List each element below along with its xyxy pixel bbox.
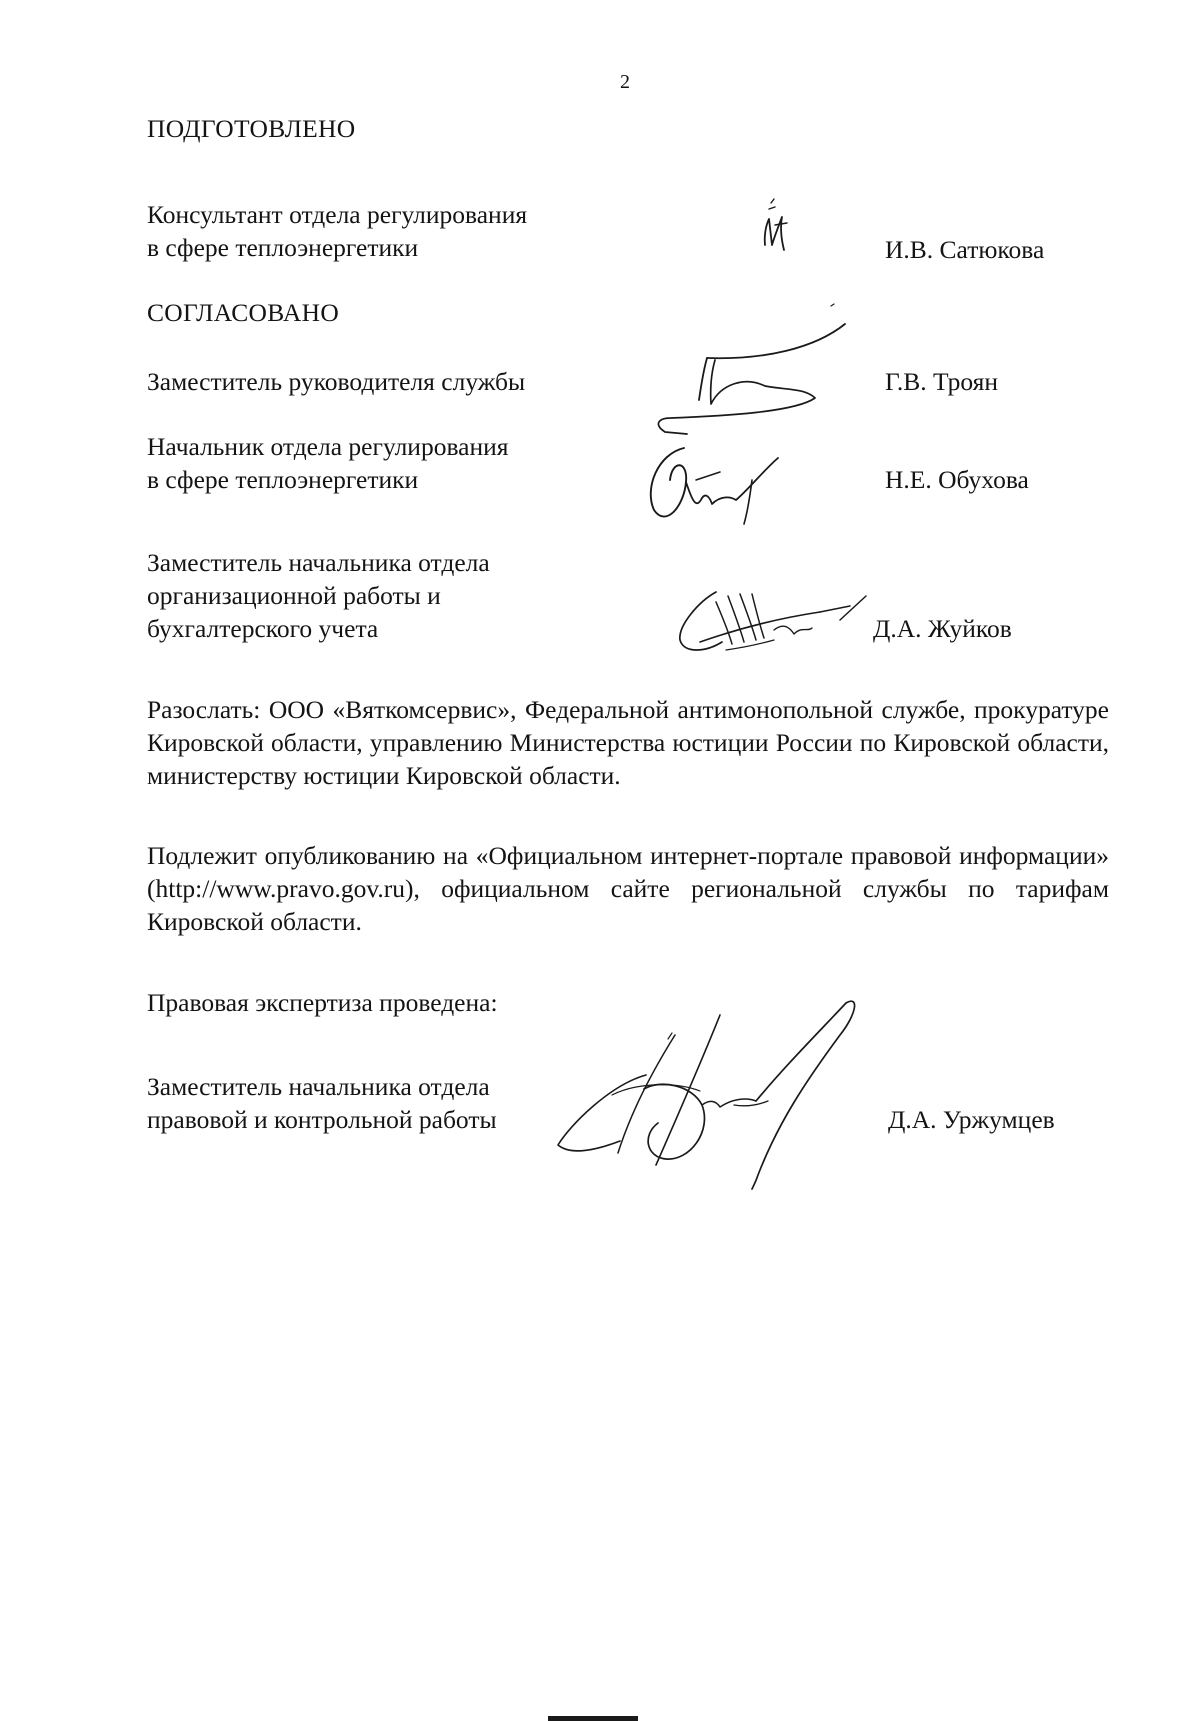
legal-review-signer-name: Д.А. Уржумцев xyxy=(888,1105,1055,1134)
signature-troyan xyxy=(635,300,865,440)
signature-satyukova xyxy=(755,195,805,260)
prepared-heading: ПОДГОТОВЛЕНО xyxy=(147,114,356,143)
agreed-signer-3-position-line-1: Заместитель начальника отдела xyxy=(147,548,490,577)
prepared-signer-name: И.В. Сатюкова xyxy=(885,235,1045,264)
page-number: 2 xyxy=(620,71,630,93)
page-edge-mark xyxy=(548,1716,638,1721)
legal-review-position-line-2: правовой и контрольной работы xyxy=(147,1105,497,1134)
distribution-list: Разослать: ООО «Вяткомсервис», Федеральной антимонопольной службе, прокуратуре Кировской области, управлению Министерства юстиции России по Кировской области, министерству юстиции Кировской области. xyxy=(147,695,1109,790)
agreed-signer-1-name: Г.В. Троян xyxy=(885,367,998,396)
signature-urzhumtsev xyxy=(550,995,880,1195)
agreed-signer-2-name: Н.Е. Обухова xyxy=(885,465,1029,494)
legal-review-position-line-1: Заместитель начальника отдела xyxy=(147,1072,490,1101)
agreed-signer-2-position-line-1: Начальник отдела регулирования xyxy=(147,432,509,461)
agreed-signer-3-name: Д.А. Жуйков xyxy=(873,614,1012,643)
legal-review-heading: Правовая экспертиза проведена: xyxy=(147,988,498,1017)
agreed-signer-2-position-line-2: в сфере теплоэнергетики xyxy=(147,465,419,494)
prepared-position-line-2: в сфере теплоэнергетики xyxy=(147,233,419,262)
prepared-position-line-1: Консультант отдела регулирования xyxy=(147,200,528,229)
signature-obukhova xyxy=(640,440,790,530)
publication-note: Подлежит опубликованию на «Официальном интернет-портале правовой информации» (http://www.pravo.gov.ru), официальном сайте региональной службы по тарифам Кировской области. xyxy=(147,841,1109,936)
agreed-signer-3-position-line-2: организационной работы и xyxy=(147,581,441,610)
agreed-heading: СОГЛАСОВАНО xyxy=(147,298,340,327)
signature-zhuikov xyxy=(670,582,880,662)
agreed-signer-1-position: Заместитель руководителя службы xyxy=(147,367,526,396)
agreed-signer-3-position-line-3: бухгалтерского учета xyxy=(147,614,379,643)
